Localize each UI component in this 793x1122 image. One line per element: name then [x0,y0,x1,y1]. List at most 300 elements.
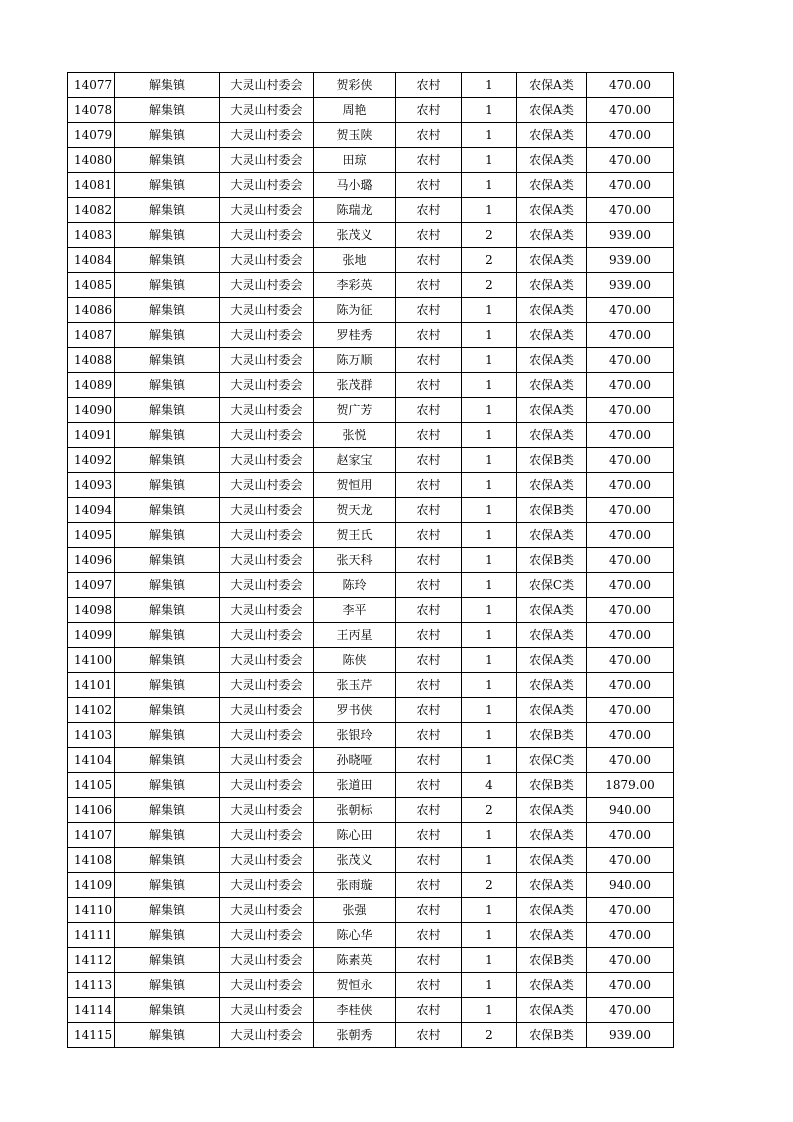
cell-area-type: 农村 [396,498,462,523]
cell-village: 大灵山村委会 [220,723,314,748]
cell-village: 大灵山村委会 [220,473,314,498]
cell-person-name: 陈心华 [314,923,396,948]
cell-village: 大灵山村委会 [220,598,314,623]
table-row [68,198,674,223]
cell-amount: 470.00 [587,323,674,348]
cell-town: 解集镇 [115,273,220,298]
table-row [68,473,674,498]
cell-town: 解集镇 [115,648,220,673]
cell-insurance-category: 农保A类 [517,673,587,698]
cell-record-id: 14115 [68,1023,115,1048]
cell-area-type: 农村 [396,998,462,1023]
cell-town: 解集镇 [115,348,220,373]
cell-household-count: 1 [462,548,517,573]
cell-amount: 470.00 [587,423,674,448]
cell-person-name: 王丙星 [314,623,396,648]
cell-record-id: 14098 [68,598,115,623]
cell-town: 解集镇 [115,223,220,248]
cell-area-type: 农村 [396,548,462,573]
cell-household-count: 1 [462,473,517,498]
cell-person-name: 陈素英 [314,948,396,973]
cell-amount: 470.00 [587,623,674,648]
cell-person-name: 马小璐 [314,173,396,198]
cell-household-count: 1 [462,423,517,448]
cell-area-type: 农村 [396,123,462,148]
cell-insurance-category: 农保A类 [517,898,587,923]
cell-person-name: 罗桂秀 [314,323,396,348]
table-row [68,973,674,998]
cell-insurance-category: 农保A类 [517,873,587,898]
table-row [68,1023,674,1048]
cell-record-id: 14094 [68,498,115,523]
cell-amount: 939.00 [587,1023,674,1048]
cell-village: 大灵山村委会 [220,923,314,948]
cell-person-name: 张朝秀 [314,1023,396,1048]
table-row [68,673,674,698]
cell-town: 解集镇 [115,598,220,623]
cell-area-type: 农村 [396,373,462,398]
cell-village: 大灵山村委会 [220,1023,314,1048]
cell-household-count: 1 [462,123,517,148]
cell-person-name: 李彩英 [314,273,396,298]
cell-record-id: 14089 [68,373,115,398]
cell-area-type: 农村 [396,798,462,823]
cell-area-type: 农村 [396,748,462,773]
cell-amount: 470.00 [587,673,674,698]
cell-person-name: 陈玲 [314,573,396,598]
cell-person-name: 张茂群 [314,373,396,398]
cell-area-type: 农村 [396,198,462,223]
cell-record-id: 14095 [68,523,115,548]
cell-household-count: 1 [462,298,517,323]
cell-amount: 470.00 [587,398,674,423]
cell-area-type: 农村 [396,723,462,748]
cell-record-id: 14103 [68,723,115,748]
cell-amount: 470.00 [587,448,674,473]
table-row [68,398,674,423]
cell-amount: 470.00 [587,923,674,948]
cell-area-type: 农村 [396,98,462,123]
table-row [68,98,674,123]
cell-insurance-category: 农保A类 [517,648,587,673]
cell-household-count: 1 [462,748,517,773]
cell-village: 大灵山村委会 [220,998,314,1023]
table-row [68,548,674,573]
table-row [68,723,674,748]
cell-amount: 940.00 [587,798,674,823]
cell-town: 解集镇 [115,173,220,198]
cell-household-count: 1 [462,348,517,373]
cell-record-id: 14087 [68,323,115,348]
cell-insurance-category: 农保A类 [517,123,587,148]
cell-insurance-category: 农保B类 [517,548,587,573]
cell-amount: 470.00 [587,548,674,573]
table-row [68,298,674,323]
cell-village: 大灵山村委会 [220,98,314,123]
cell-record-id: 14108 [68,848,115,873]
cell-area-type: 农村 [396,1023,462,1048]
cell-insurance-category: 农保A类 [517,223,587,248]
cell-record-id: 14096 [68,548,115,573]
cell-amount: 470.00 [587,473,674,498]
cell-household-count: 1 [462,523,517,548]
cell-record-id: 14090 [68,398,115,423]
cell-town: 解集镇 [115,773,220,798]
cell-town: 解集镇 [115,523,220,548]
table-row [68,598,674,623]
cell-household-count: 1 [462,923,517,948]
table-row [68,273,674,298]
cell-household-count: 2 [462,248,517,273]
cell-insurance-category: 农保B类 [517,948,587,973]
cell-area-type: 农村 [396,298,462,323]
cell-area-type: 农村 [396,223,462,248]
cell-town: 解集镇 [115,473,220,498]
cell-amount: 470.00 [587,973,674,998]
cell-insurance-category: 农保A类 [517,473,587,498]
table-row [68,873,674,898]
cell-record-id: 14084 [68,248,115,273]
cell-area-type: 农村 [396,848,462,873]
cell-record-id: 14097 [68,573,115,598]
cell-record-id: 14086 [68,298,115,323]
cell-village: 大灵山村委会 [220,123,314,148]
cell-record-id: 14107 [68,823,115,848]
cell-person-name: 张茂义 [314,848,396,873]
cell-amount: 470.00 [587,648,674,673]
cell-town: 解集镇 [115,148,220,173]
cell-person-name: 孙晓哑 [314,748,396,773]
cell-town: 解集镇 [115,323,220,348]
cell-record-id: 14088 [68,348,115,373]
cell-village: 大灵山村委会 [220,173,314,198]
cell-insurance-category: 农保A类 [517,323,587,348]
cell-person-name: 贺玉陕 [314,123,396,148]
cell-person-name: 张悦 [314,423,396,448]
cell-record-id: 14102 [68,698,115,723]
cell-village: 大灵山村委会 [220,523,314,548]
cell-town: 解集镇 [115,198,220,223]
cell-insurance-category: 农保A类 [517,148,587,173]
table-row [68,848,674,873]
cell-area-type: 农村 [396,823,462,848]
cell-household-count: 1 [462,448,517,473]
cell-amount: 470.00 [587,298,674,323]
table-row [68,648,674,673]
cell-town: 解集镇 [115,398,220,423]
cell-household-count: 1 [462,573,517,598]
cell-village: 大灵山村委会 [220,673,314,698]
cell-area-type: 农村 [396,348,462,373]
table-row [68,148,674,173]
cell-insurance-category: 农保A类 [517,973,587,998]
cell-town: 解集镇 [115,823,220,848]
cell-person-name: 张天科 [314,548,396,573]
cell-insurance-category: 农保B类 [517,498,587,523]
cell-amount: 939.00 [587,273,674,298]
cell-record-id: 14100 [68,648,115,673]
cell-person-name: 张玉芹 [314,673,396,698]
cell-household-count: 1 [462,73,517,98]
cell-household-count: 2 [462,1023,517,1048]
cell-record-id: 14082 [68,198,115,223]
cell-insurance-category: 农保A类 [517,298,587,323]
cell-village: 大灵山村委会 [220,248,314,273]
cell-amount: 470.00 [587,498,674,523]
cell-person-name: 贺广芳 [314,398,396,423]
cell-village: 大灵山村委会 [220,423,314,448]
cell-insurance-category: 农保B类 [517,448,587,473]
cell-amount: 470.00 [587,823,674,848]
cell-area-type: 农村 [396,173,462,198]
cell-town: 解集镇 [115,873,220,898]
cell-record-id: 14085 [68,273,115,298]
cell-village: 大灵山村委会 [220,948,314,973]
cell-insurance-category: 农保A类 [517,623,587,648]
table-row [68,423,674,448]
cell-insurance-category: 农保C类 [517,748,587,773]
cell-village: 大灵山村委会 [220,73,314,98]
cell-person-name: 贺恒永 [314,973,396,998]
cell-household-count: 2 [462,798,517,823]
table-row [68,123,674,148]
cell-person-name: 张朝标 [314,798,396,823]
cell-household-count: 1 [462,823,517,848]
cell-town: 解集镇 [115,698,220,723]
cell-town: 解集镇 [115,573,220,598]
cell-household-count: 1 [462,148,517,173]
cell-person-name: 张茂义 [314,223,396,248]
cell-person-name: 张强 [314,898,396,923]
cell-area-type: 农村 [396,273,462,298]
cell-area-type: 农村 [396,448,462,473]
cell-household-count: 1 [462,398,517,423]
cell-insurance-category: 农保A类 [517,598,587,623]
cell-record-id: 14078 [68,98,115,123]
cell-person-name: 陈瑞龙 [314,198,396,223]
table-row [68,498,674,523]
cell-person-name: 田琼 [314,148,396,173]
cell-amount: 470.00 [587,948,674,973]
cell-town: 解集镇 [115,123,220,148]
cell-amount: 470.00 [587,123,674,148]
cell-insurance-category: 农保A类 [517,248,587,273]
cell-household-count: 1 [462,623,517,648]
cell-village: 大灵山村委会 [220,748,314,773]
cell-amount: 939.00 [587,248,674,273]
cell-town: 解集镇 [115,448,220,473]
cell-insurance-category: 农保A类 [517,923,587,948]
cell-insurance-category: 农保A类 [517,73,587,98]
cell-person-name: 李平 [314,598,396,623]
cell-village: 大灵山村委会 [220,348,314,373]
cell-person-name: 贺天龙 [314,498,396,523]
cell-amount: 470.00 [587,598,674,623]
cell-amount: 470.00 [587,373,674,398]
cell-village: 大灵山村委会 [220,198,314,223]
cell-town: 解集镇 [115,748,220,773]
cell-insurance-category: 农保C类 [517,573,587,598]
cell-insurance-category: 农保B类 [517,723,587,748]
cell-amount: 470.00 [587,98,674,123]
cell-village: 大灵山村委会 [220,148,314,173]
cell-amount: 470.00 [587,748,674,773]
cell-record-id: 14106 [68,798,115,823]
table-row [68,348,674,373]
cell-record-id: 14080 [68,148,115,173]
cell-town: 解集镇 [115,1023,220,1048]
cell-insurance-category: 农保A类 [517,273,587,298]
cell-record-id: 14112 [68,948,115,973]
cell-record-id: 14104 [68,748,115,773]
cell-town: 解集镇 [115,673,220,698]
cell-person-name: 陈为征 [314,298,396,323]
cell-town: 解集镇 [115,248,220,273]
cell-area-type: 农村 [396,248,462,273]
cell-area-type: 农村 [396,673,462,698]
table-row [68,173,674,198]
cell-area-type: 农村 [396,973,462,998]
cell-household-count: 1 [462,598,517,623]
cell-town: 解集镇 [115,623,220,648]
cell-area-type: 农村 [396,323,462,348]
cell-area-type: 农村 [396,698,462,723]
cell-town: 解集镇 [115,723,220,748]
table-row [68,698,674,723]
cell-insurance-category: 农保A类 [517,198,587,223]
cell-area-type: 农村 [396,573,462,598]
cell-town: 解集镇 [115,98,220,123]
cell-area-type: 农村 [396,623,462,648]
cell-village: 大灵山村委会 [220,648,314,673]
cell-person-name: 周艳 [314,98,396,123]
cell-insurance-category: 农保A类 [517,698,587,723]
cell-household-count: 1 [462,648,517,673]
cell-village: 大灵山村委会 [220,223,314,248]
cell-area-type: 农村 [396,923,462,948]
cell-amount: 470.00 [587,573,674,598]
cell-town: 解集镇 [115,73,220,98]
cell-person-name: 赵家宝 [314,448,396,473]
cell-record-id: 14077 [68,73,115,98]
cell-amount: 470.00 [587,848,674,873]
cell-record-id: 14101 [68,673,115,698]
cell-area-type: 农村 [396,773,462,798]
cell-area-type: 农村 [396,598,462,623]
cell-insurance-category: 农保A类 [517,823,587,848]
cell-insurance-category: 农保A类 [517,523,587,548]
table-body [68,73,674,1048]
cell-town: 解集镇 [115,423,220,448]
cell-household-count: 1 [462,723,517,748]
cell-village: 大灵山村委会 [220,623,314,648]
cell-insurance-category: 农保A类 [517,348,587,373]
cell-town: 解集镇 [115,498,220,523]
cell-town: 解集镇 [115,298,220,323]
cell-insurance-category: 农保A类 [517,798,587,823]
cell-record-id: 14083 [68,223,115,248]
cell-household-count: 1 [462,498,517,523]
cell-record-id: 14113 [68,973,115,998]
cell-record-id: 14099 [68,623,115,648]
cell-amount: 470.00 [587,723,674,748]
cell-household-count: 1 [462,998,517,1023]
cell-village: 大灵山村委会 [220,898,314,923]
table-row [68,623,674,648]
table-row [68,798,674,823]
cell-record-id: 14081 [68,173,115,198]
cell-town: 解集镇 [115,973,220,998]
cell-record-id: 14091 [68,423,115,448]
cell-household-count: 1 [462,973,517,998]
table-row [68,998,674,1023]
cell-household-count: 4 [462,773,517,798]
table-row [68,523,674,548]
cell-area-type: 农村 [396,873,462,898]
cell-person-name: 张地 [314,248,396,273]
cell-town: 解集镇 [115,848,220,873]
cell-person-name: 罗书侠 [314,698,396,723]
cell-amount: 470.00 [587,523,674,548]
table-row [68,248,674,273]
cell-amount: 470.00 [587,998,674,1023]
table-row [68,223,674,248]
cell-village: 大灵山村委会 [220,773,314,798]
table-row [68,948,674,973]
cell-insurance-category: 农保A类 [517,373,587,398]
table-row [68,923,674,948]
cell-area-type: 农村 [396,73,462,98]
cell-person-name: 贺王氏 [314,523,396,548]
cell-amount: 470.00 [587,348,674,373]
cell-insurance-category: 农保B类 [517,1023,587,1048]
cell-person-name: 陈心田 [314,823,396,848]
table-row [68,898,674,923]
cell-town: 解集镇 [115,898,220,923]
cell-village: 大灵山村委会 [220,698,314,723]
cell-amount: 470.00 [587,148,674,173]
cell-insurance-category: 农保A类 [517,423,587,448]
cell-area-type: 农村 [396,898,462,923]
cell-insurance-category: 农保A类 [517,848,587,873]
cell-village: 大灵山村委会 [220,398,314,423]
cell-area-type: 农村 [396,423,462,448]
cell-area-type: 农村 [396,398,462,423]
cell-village: 大灵山村委会 [220,973,314,998]
benefit-table [67,72,674,1048]
cell-area-type: 农村 [396,523,462,548]
cell-record-id: 14105 [68,773,115,798]
cell-area-type: 农村 [396,648,462,673]
cell-amount: 470.00 [587,173,674,198]
cell-village: 大灵山村委会 [220,373,314,398]
cell-amount: 470.00 [587,73,674,98]
cell-village: 大灵山村委会 [220,448,314,473]
cell-village: 大灵山村委会 [220,573,314,598]
cell-person-name: 张银玲 [314,723,396,748]
cell-record-id: 14111 [68,923,115,948]
cell-person-name: 贺恒用 [314,473,396,498]
cell-record-id: 14109 [68,873,115,898]
cell-town: 解集镇 [115,798,220,823]
table-row [68,773,674,798]
table-row [68,748,674,773]
cell-village: 大灵山村委会 [220,848,314,873]
cell-person-name: 李桂侠 [314,998,396,1023]
cell-insurance-category: 农保B类 [517,773,587,798]
cell-household-count: 1 [462,848,517,873]
cell-person-name: 陈万顺 [314,348,396,373]
